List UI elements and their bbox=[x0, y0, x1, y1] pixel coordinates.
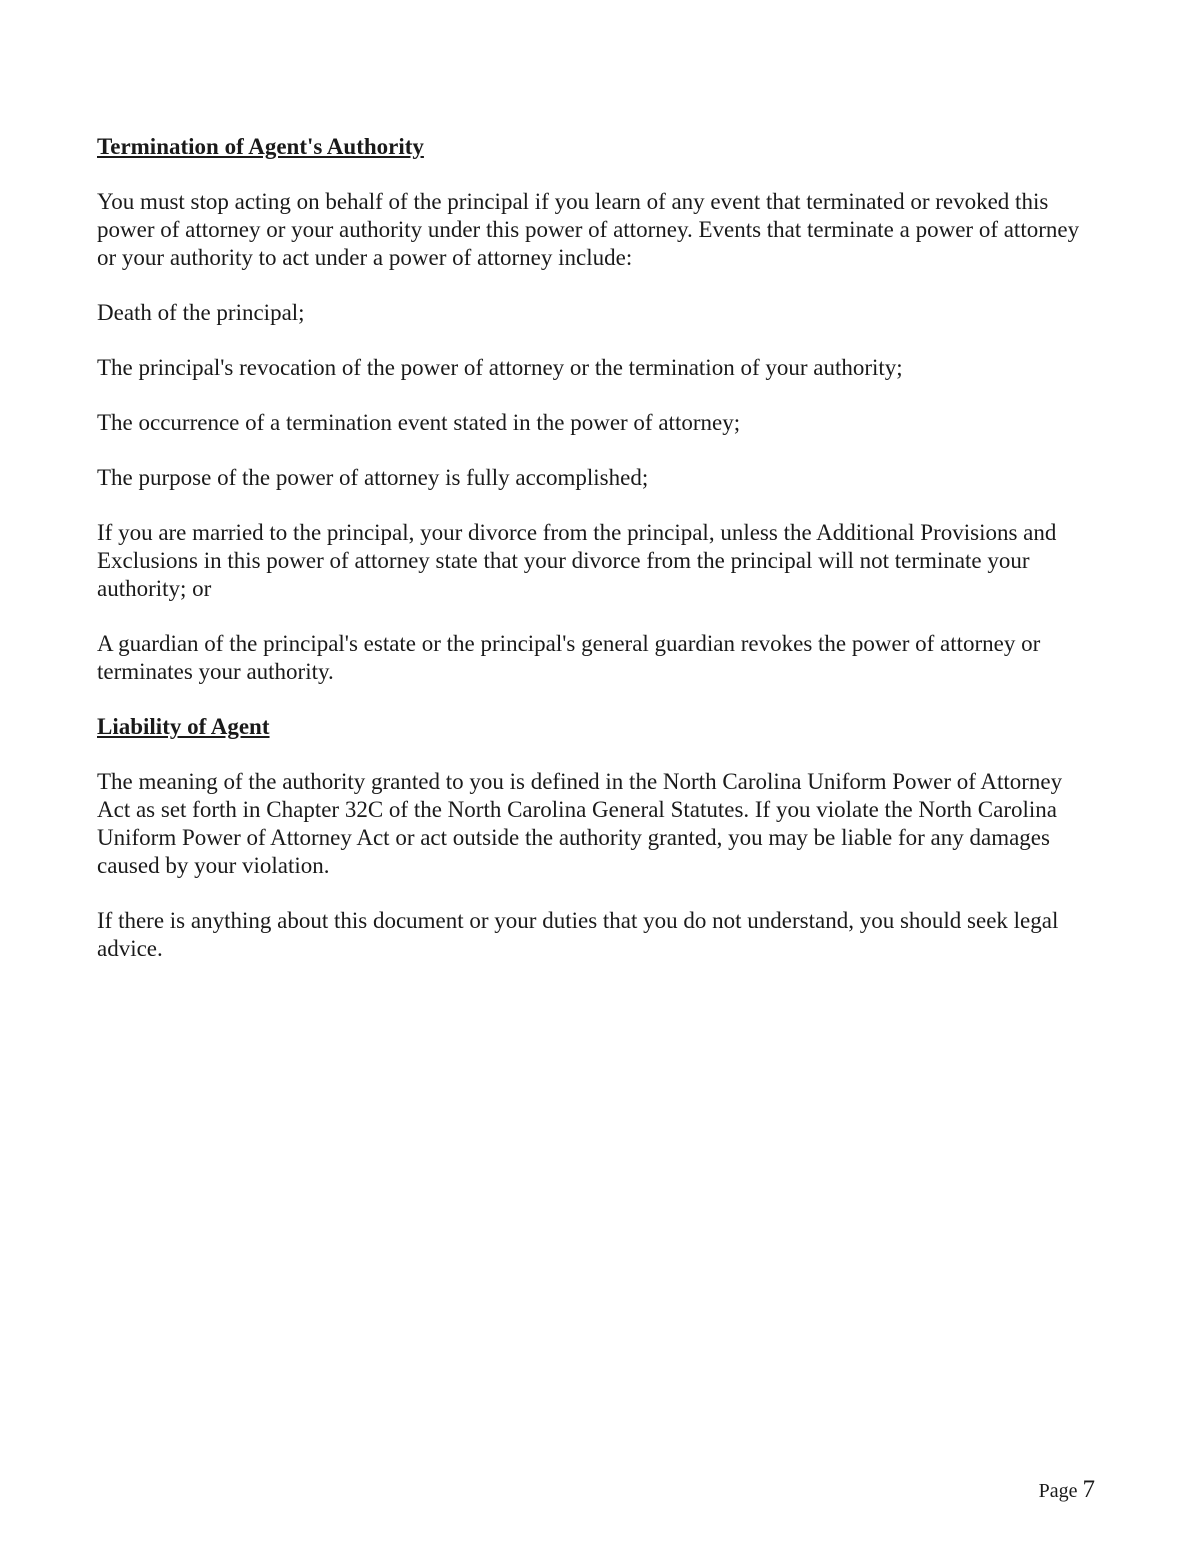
section-heading: Termination of Agent's Authority bbox=[97, 134, 424, 159]
page-number-value: 7 bbox=[1082, 1476, 1095, 1503]
page-label: Page bbox=[1038, 1480, 1078, 1502]
list-item: Death of the principal; bbox=[97, 300, 305, 325]
section-termination bbox=[97, 133, 1097, 686]
list-item: A guardian of the principal's estate or the principal's general guardian revokes the power of attorney or terminates your authority. bbox=[97, 631, 1041, 684]
section-liability bbox=[97, 713, 1097, 963]
page-number bbox=[1039, 1476, 1095, 1505]
paragraph: You must stop acting on behalf of the principal if you learn of any event that terminated or revoked this power of attorney or your authority under this power of attorney. Events that terminate a power of attorney or your authority to act under a power of attorney include: bbox=[97, 189, 1080, 270]
section-heading: Liability of Agent bbox=[97, 714, 270, 739]
list-item: The principal's revocation of the power of attorney or the termination of your authority; bbox=[97, 355, 903, 380]
paragraph: The meaning of the authority granted to you is defined in the North Carolina Uniform Power of Attorney Act as set forth in Chapter 32C of the North Carolina General Statutes. If you violate the North Carolina Uniform Power of Attorney Act or act outside the authority granted, you may be liable for any damages caused by your violation. bbox=[97, 769, 1063, 878]
list-item: The occurrence of a termination event stated in the power of attorney; bbox=[97, 410, 741, 435]
paragraph: If there is anything about this document or your duties that you do not understand, you should seek legal advice. bbox=[97, 908, 1059, 961]
list-item: The purpose of the power of attorney is fully accomplished; bbox=[97, 465, 649, 490]
document-page bbox=[97, 133, 1097, 990]
list-item: If you are married to the principal, your divorce from the principal, unless the Additional Provisions and Exclusions in this power of attorney state that your divorce from the principal will not terminate your authority; or bbox=[97, 520, 1057, 601]
